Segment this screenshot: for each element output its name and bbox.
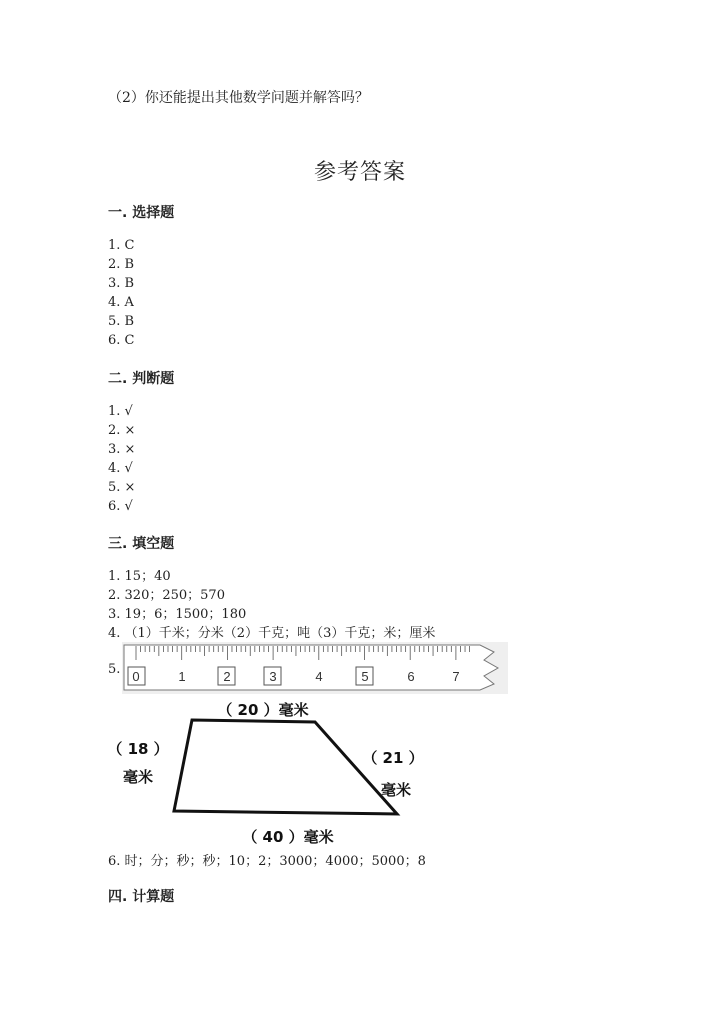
list-item: 6. C	[108, 333, 135, 348]
section-title-calc: 四. 计算题	[108, 889, 175, 905]
list-item: 1. √	[108, 404, 133, 419]
answer-list-choice	[108, 236, 134, 350]
list-item: 6. √	[108, 499, 133, 514]
trapezoid-left-unit: 毫米	[122, 768, 154, 786]
trapezoid-bottom-label: （ 40 ）毫米	[242, 828, 334, 846]
list-item: 3. B	[108, 276, 135, 291]
list-item: 1. 15；40	[108, 569, 171, 584]
trapezoid-shape	[174, 720, 397, 814]
ruler-number: 7	[452, 669, 460, 684]
ruler-number: 6	[407, 669, 415, 684]
ruler-number: 0	[132, 669, 140, 684]
section-title-fill: 三. 填空题	[108, 536, 175, 552]
list-item: 5. B	[108, 314, 135, 329]
page-title: 参考答案	[313, 160, 406, 185]
list-item: 3. ×	[108, 442, 136, 457]
list-item: 5. ×	[108, 480, 136, 495]
list-item: 2. B	[108, 257, 135, 272]
section-title-judge: 二. 判断题	[108, 371, 175, 387]
trapezoid-figure	[108, 695, 428, 854]
trapezoid-right-value: （ 21 ）	[362, 749, 424, 767]
answer-5-label: 5.	[108, 662, 121, 677]
answer-6-text: 6. 时；分；秒；秒；10；2；3000；4000；5000；8	[108, 854, 426, 869]
answer-list-judge	[108, 402, 135, 516]
trapezoid-top-label: （ 20 ）毫米	[217, 701, 309, 719]
list-item: 4. （1）千米；分米（2）千克；吨（3）千克；米；厘米	[108, 626, 436, 641]
ruler-number: 2	[223, 669, 231, 684]
section-title-choice: 一. 选择题	[108, 205, 175, 221]
ruler-number: 4	[315, 669, 323, 684]
ruler-number: 3	[269, 669, 277, 684]
ruler-number: 5	[361, 669, 369, 684]
answer-list-fill	[108, 567, 435, 643]
trapezoid-left-value: （ 18 ）	[108, 740, 169, 758]
list-item: 4. √	[108, 461, 133, 476]
question-2-text: （2）你还能提出其他数学问题并解答吗？	[108, 90, 369, 106]
ruler-number: 1	[178, 669, 186, 684]
list-item: 1. C	[108, 238, 135, 253]
ruler-figure	[122, 642, 508, 698]
list-item: 4. A	[108, 295, 134, 310]
list-item: 2. 320；250；570	[108, 588, 225, 603]
list-item: 2. ×	[108, 423, 136, 438]
trapezoid-right-unit: 毫米	[380, 781, 412, 799]
list-item: 3. 19；6；1500；180	[108, 607, 247, 622]
